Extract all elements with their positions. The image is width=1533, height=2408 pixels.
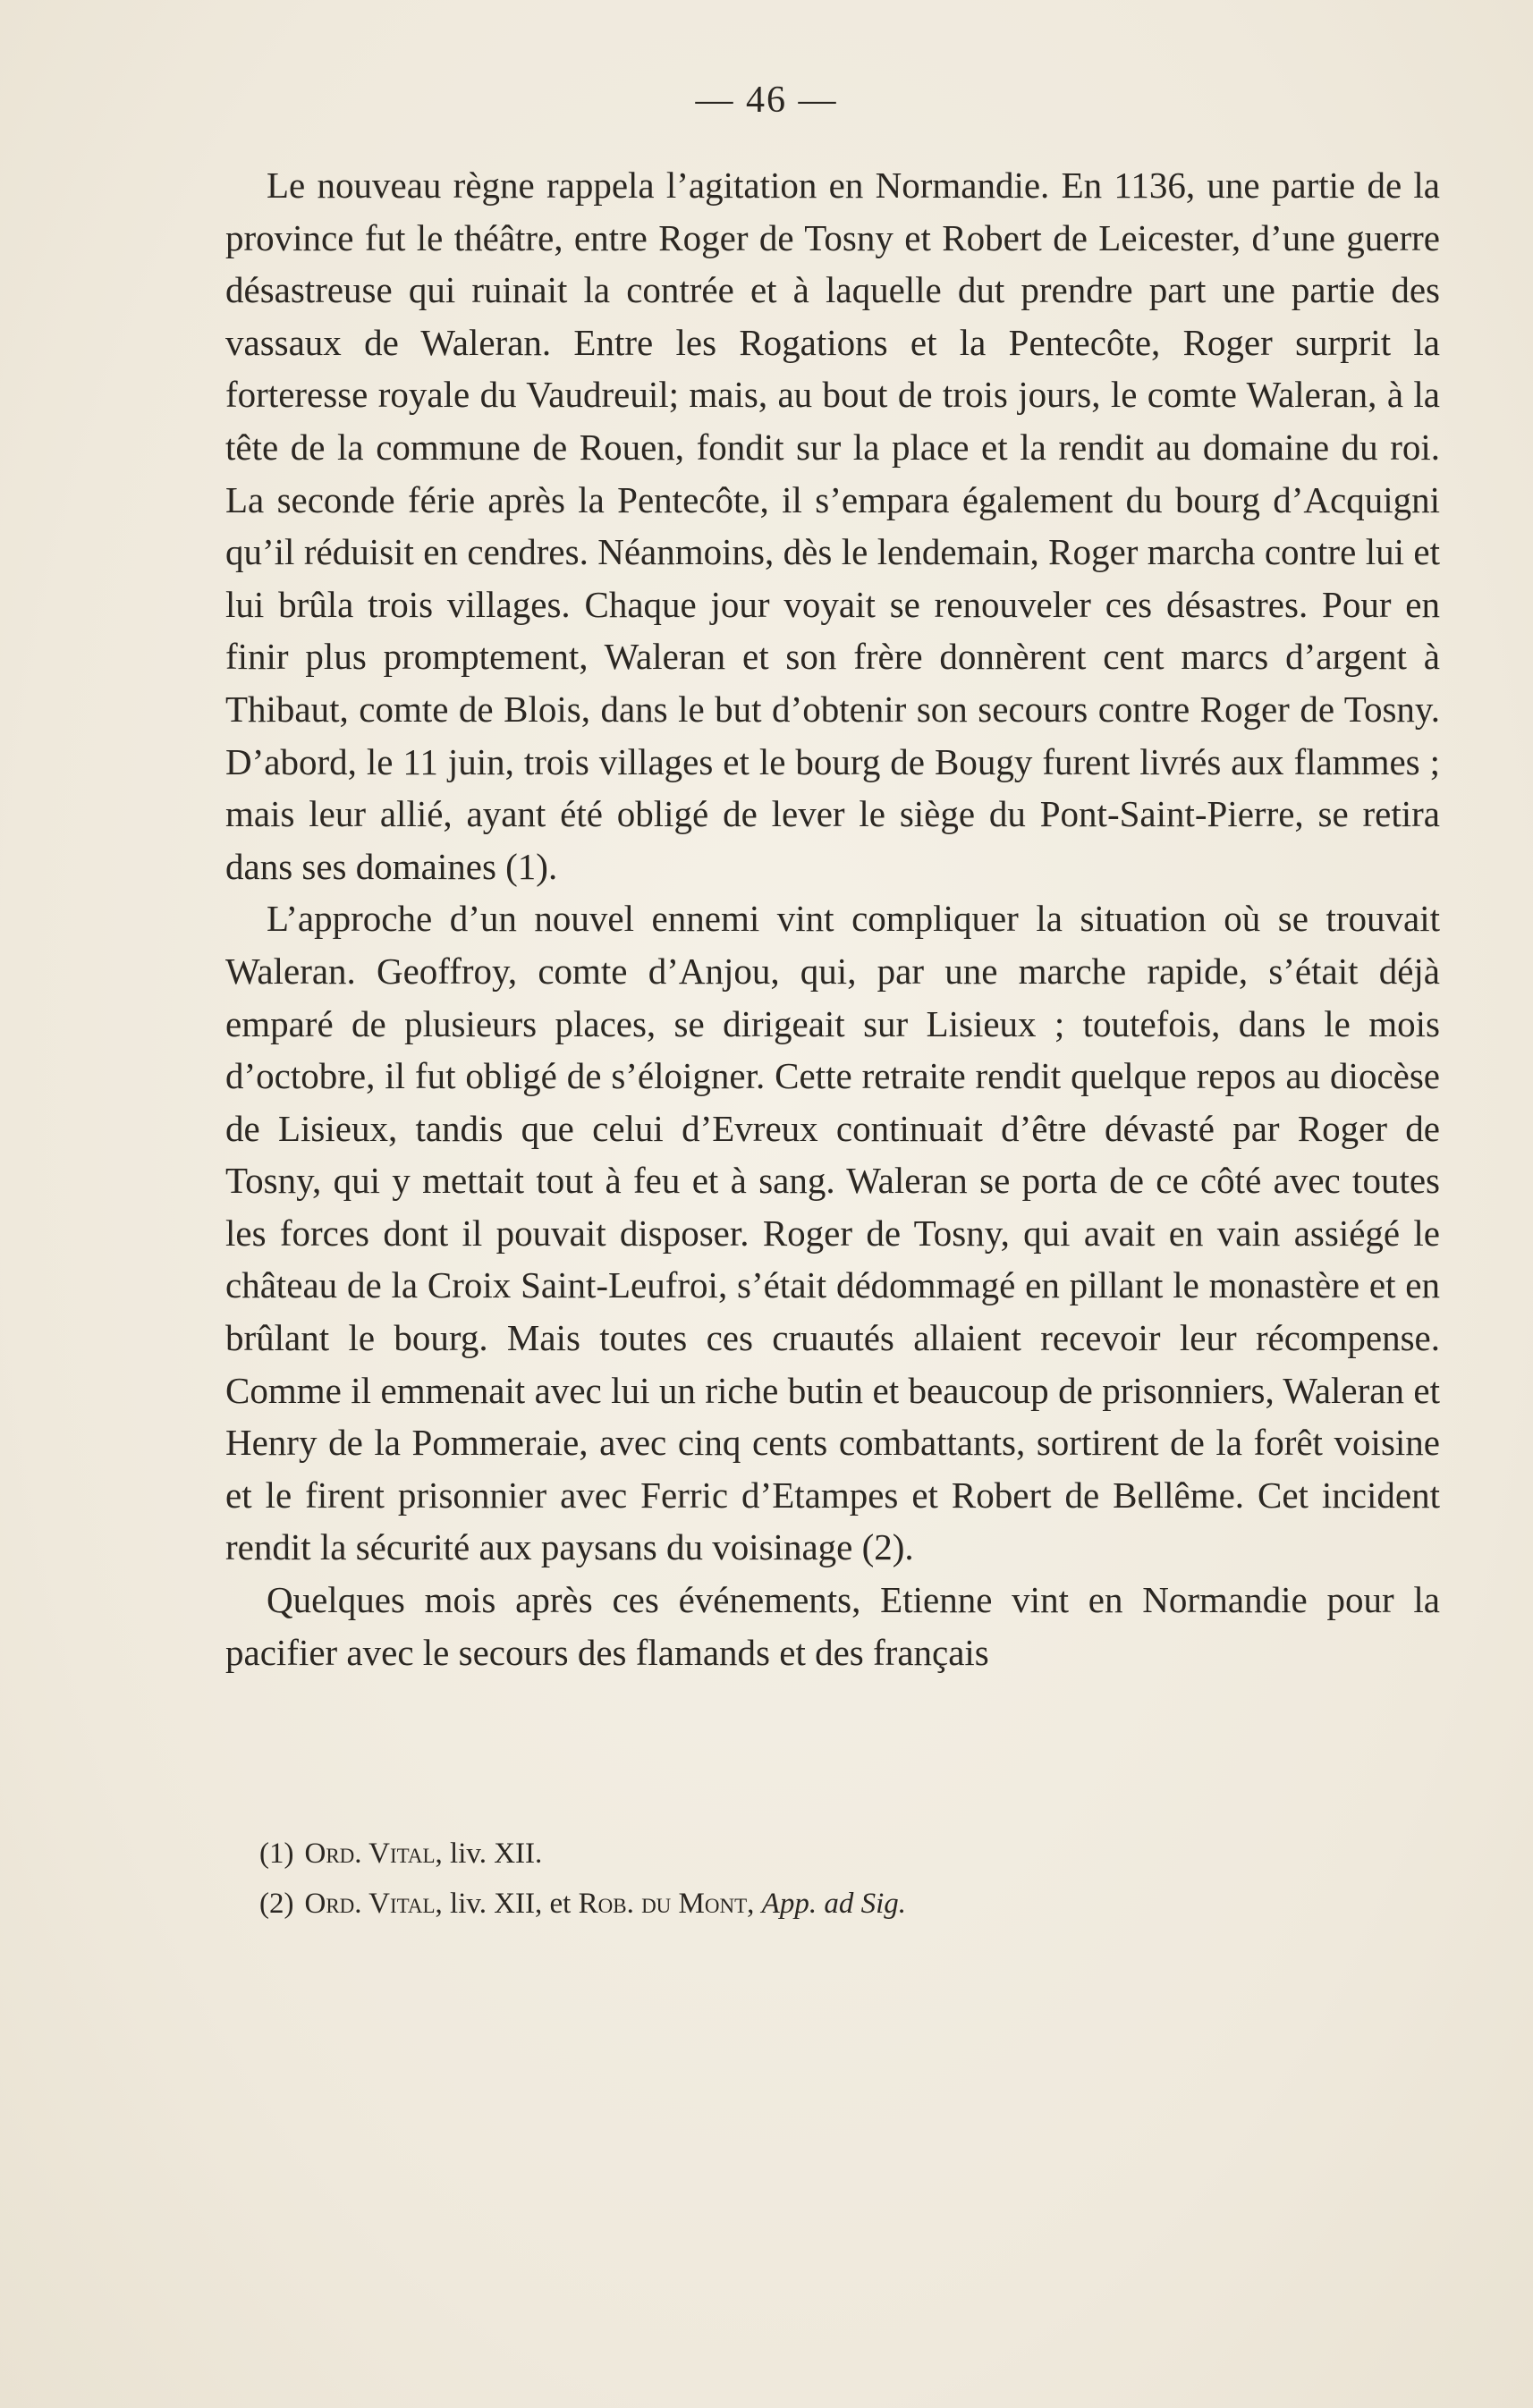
footnote: [259, 1833, 1440, 1874]
footnote-reference: ,: [747, 1888, 762, 1920]
footnote-reference: , liv. XII, et: [435, 1888, 579, 1920]
footnote-author: Ord. Vital: [304, 1838, 436, 1870]
footnote-author: Ord. Vital: [304, 1888, 436, 1920]
footnote-marker: (2): [259, 1888, 294, 1920]
footnote-reference: , liv. XII.: [435, 1838, 543, 1870]
footnote-author: Rob. du Mont: [578, 1888, 748, 1920]
page-number: — 46 —: [695, 80, 838, 121]
footnote-work-title: App. ad Sig.: [761, 1888, 906, 1920]
body-text: [225, 159, 1440, 1678]
paragraph: L’approche d’un nouvel ennemi vint compliquer la situation où se trouvait Waleran. Geoffroy, comte d’Anjou, qui, par une marche rapide, s’était déjà emparé de plusieurs places, se dirigeait sur Lisieux ; toutefois, dans le mois d’octobre, il fut obligé de s’éloigner. Cette retraite rendit quelque repos au diocèse de Lisieux, tandis que celui d’Evreux continuait d’être dévasté par Roger de Tosny, qui y mettait tout à feu et à sang. Waleran se porta de ce côté avec toutes les forces dont il pouvait disposer. Roger de Tosny, qui avait en vain assiégé le château de la Croix Saint-Leufroi, s’était dédommagé en pillant le monastère et en brûlant le bourg. Mais toutes ces cruautés allaient recevoir leur récompense. Comme il emmenait avec lui un riche butin et beaucoup de prisonniers, Waleran et Henry de la Pommeraie, avec cinq cents combattants, sortirent de la forêt voisine et le firent prisonnier avec Ferric d’Etampes et Robert de Bellême. Cet incident rendit la sécurité aux paysans du voisinage (2).: [225, 898, 1440, 1568]
footnote: [259, 1883, 1440, 1924]
footnotes: [259, 1833, 1440, 1933]
paragraph: Le nouveau règne rappela l’agitation en Normandie. En 1136, une partie de la province fut le théâtre, entre Roger de Tosny et Robert de Leicester, d’une guerre désastreuse qui ruinait la contrée et à laquelle dut prendre part une partie des vassaux de Waleran. Entre les Rogations et la Pentecôte, Roger surprit la forteresse royale du Vaudreuil; mais, au bout de trois jours, le comte Waleran, à la tête de la commune de Rouen, fondit sur la place et la rendit au domaine du roi. La seconde férie après la Pentecôte, il s’empara également du bourg d’Acquigni qu’il réduisit en cendres. Néanmoins, dès le lendemain, Roger marcha contre lui et lui brûla trois villages. Chaque jour voyait se renouveler ces désastres. Pour en finir plus promptement, Waleran et son frère donnèrent cent marcs d’argent à Thibaut, comte de Blois, dans le but d’obtenir son secours contre Roger de Tosny. D’abord, le 11 juin, trois villages et le bourg de Bougy furent livrés aux flammes ; mais leur allié, ayant été obligé de lever le siège du Pont-Saint-Pierre, se retira dans ses domaines (1).: [225, 165, 1440, 887]
footnote-marker: (1): [259, 1838, 294, 1870]
paragraph: Quelques mois après ces événements, Etienne vint en Normandie pour la pacifier avec le secours des flamands et des français: [225, 1579, 1440, 1673]
